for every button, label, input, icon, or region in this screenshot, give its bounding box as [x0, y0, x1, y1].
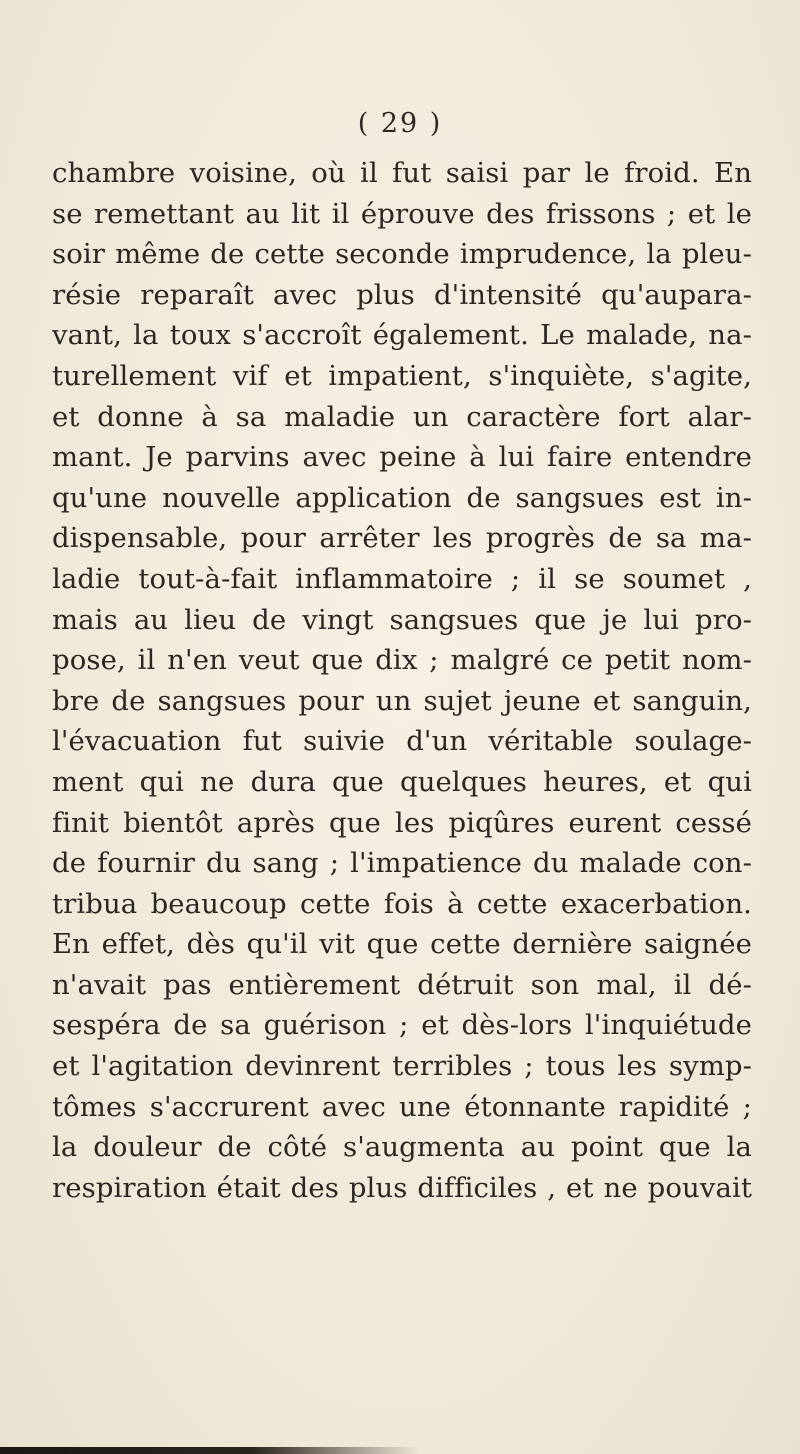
page-edge-shadow [0, 1447, 420, 1454]
text-line: mais au lieu de vingt sangsues que je lui pro- [52, 603, 752, 636]
text-line: n'avait pas entièrement détruit son mal, il dé- [52, 968, 752, 1001]
text-line: et donne à sa maladie un caractère fort alar- [52, 400, 752, 433]
text-line: de fournir du sang ; l'impatience du malade con- [52, 847, 752, 880]
text-line: pose, il n'en veut que dix ; malgré ce petit nom- [52, 644, 752, 677]
text-line: bre de sangsues pour un sujet jeune et sanguin, [52, 684, 752, 717]
text-line: ladie tout-à-fait inflammatoire ; il se soumet , [52, 562, 752, 595]
text-line: résie reparaît avec plus d'intensité qu'aupara- [52, 278, 752, 311]
text-line: qu'une nouvelle application de sangsues est in- [52, 481, 752, 514]
text-line: tômes s'accrurent avec une étonnante rapidité ; [52, 1090, 752, 1123]
text-line: ment qui ne dura que quelques heures, et qui [52, 765, 752, 798]
text-line: turellement vif et impatient, s'inquiète, s'agite, [52, 359, 752, 392]
text-line: chambre voisine, où il fut saisi par le froid. En [52, 157, 752, 189]
text-line: vant, la toux s'accroît également. Le malade, na- [52, 319, 752, 352]
text-line: se remettant au lit il éprouve des frissons ; et le [52, 197, 752, 230]
text-line: soir même de cette seconde imprudence, la pleu- [52, 238, 752, 271]
text-line: respiration était des plus difficiles , et ne pouvait [52, 1171, 752, 1204]
text-line: En effet, dès qu'il vit que cette dernière saignée [52, 928, 752, 961]
text-line: finit bientôt après que les piqûres eurent cessé [52, 806, 752, 839]
text-line: tribua beaucoup cette fois à cette exacerbation. [52, 887, 752, 920]
text-line: dispensable, pour arrêter les progrès de sa ma- [52, 522, 752, 555]
text-line: mant. Je parvins avec peine à lui faire entendre [52, 441, 752, 474]
text-line: sespéra de sa guérison ; et dès-lors l'inquiétude [52, 1009, 752, 1042]
body-text [52, 153, 752, 1208]
text-line: la douleur de côté s'augmenta au point que la [52, 1131, 752, 1164]
text-line: et l'agitation devinrent terribles ; tous les symp- [52, 1050, 752, 1083]
page-number: ( 29 ) [357, 108, 443, 139]
text-line: l'évacuation fut suivie d'un véritable soulage- [52, 725, 752, 758]
